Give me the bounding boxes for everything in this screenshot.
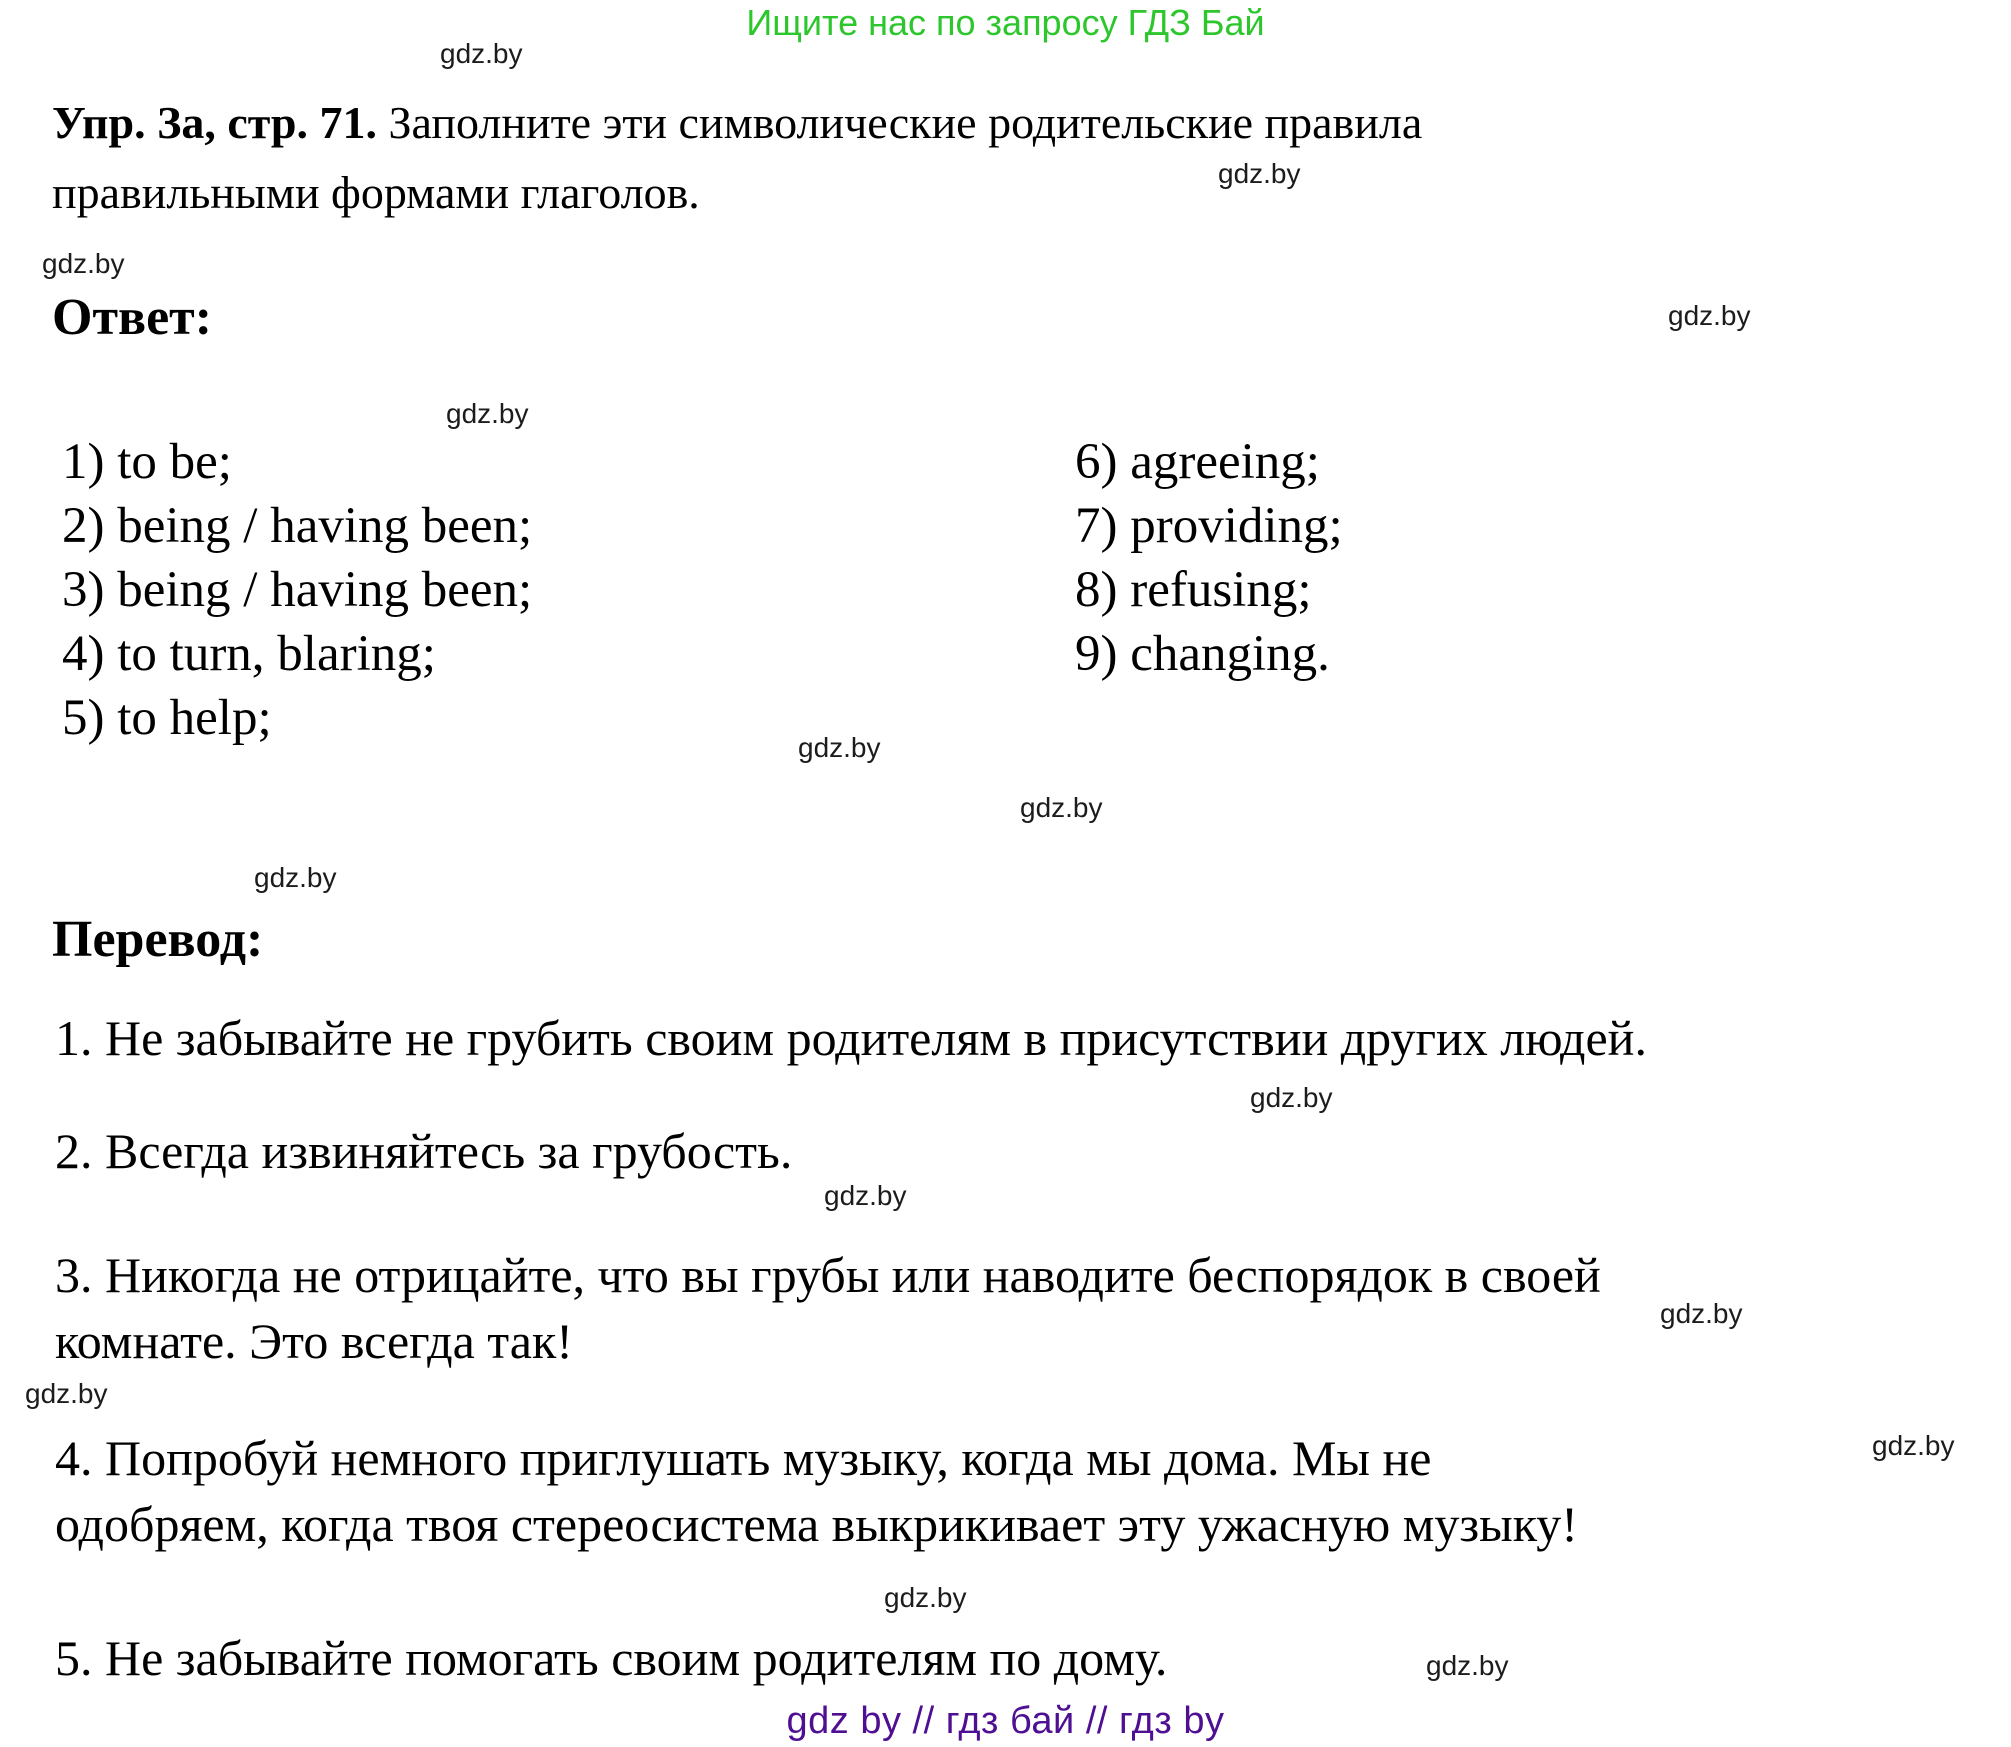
translation-line: 5. Не забывайте помогать своим родителям по дому. (55, 1630, 1168, 1686)
translation-heading: Перевод: (52, 911, 264, 968)
gdz-watermark: gdz.by (1020, 792, 1103, 823)
exercise-task-line1: Заполните эти символические родительские правила (388, 97, 1423, 148)
answer-item: 8) refusing; (1075, 562, 1312, 618)
answer-list-right (1075, 430, 1343, 686)
exercise-title-line1 (52, 88, 1422, 158)
footer-search-queries: gdz by // гдз бай // гдз by (786, 1700, 1225, 1742)
translation-item-5 (55, 1625, 1167, 1691)
gdz-watermark: gdz.by (884, 1582, 967, 1613)
answer-heading: Ответ: (52, 289, 213, 346)
exercise-label: Упр. За, стр. 71. (52, 97, 378, 148)
gdz-watermark: gdz.by (1872, 1430, 1955, 1461)
answer-item: 7) providing; (1075, 498, 1343, 554)
translation-line: 2. Всегда извиняйтесь за грубость. (55, 1123, 793, 1179)
promo-banner: Ищите нас по запросу ГДЗ Бай (746, 2, 1265, 43)
answer-item: 1) to be; (62, 434, 232, 490)
exercise-task-line2: правильными формами глаголов. (52, 167, 700, 218)
gdz-watermark: gdz.by (42, 248, 125, 279)
translation-item-4 (55, 1425, 1578, 1557)
translation-line: 3. Никогда не отрицайте, что вы грубы или наводите беспорядок в своей (55, 1247, 1601, 1303)
translation-line: одобряем, когда твоя стереосистема выкрикивает эту ужасную музыку! (55, 1496, 1578, 1552)
translation-line: комнате. Это всегда так! (55, 1313, 573, 1369)
gdz-watermark: gdz.by (824, 1180, 907, 1211)
gdz-watermark: gdz.by (1668, 300, 1751, 331)
gdz-watermark: gdz.by (1660, 1298, 1743, 1329)
translation-item-2 (55, 1118, 792, 1184)
gdz-watermark: gdz.by (440, 38, 523, 69)
gdz-watermark: gdz.by (25, 1378, 108, 1409)
answer-list-left (62, 430, 532, 750)
gdz-watermark: gdz.by (446, 398, 529, 429)
translation-line: 1. Не забывайте не грубить своим родителям в присутствии других людей. (55, 1010, 1647, 1066)
gdz-watermark: gdz.by (1218, 158, 1301, 189)
answer-item: 2) being / having been; (62, 498, 533, 554)
exercise-title (52, 88, 1422, 228)
answer-item: 9) changing. (1075, 626, 1330, 682)
answer-item: 3) being / having been; (62, 562, 533, 618)
answer-item: 4) to turn, blaring; (62, 626, 436, 682)
translation-item-1 (55, 1005, 1647, 1071)
translation-line: 4. Попробуй немного приглушать музыку, когда мы дома. Мы не (55, 1430, 1432, 1486)
answer-item: 5) to help; (62, 690, 272, 746)
translation-item-3 (55, 1242, 1601, 1374)
gdz-watermark: gdz.by (1426, 1650, 1509, 1681)
gdz-watermark: gdz.by (1250, 1082, 1333, 1113)
gdz-watermark: gdz.by (798, 732, 881, 763)
answer-item: 6) agreeing; (1075, 434, 1320, 490)
gdz-watermark: gdz.by (254, 862, 337, 893)
